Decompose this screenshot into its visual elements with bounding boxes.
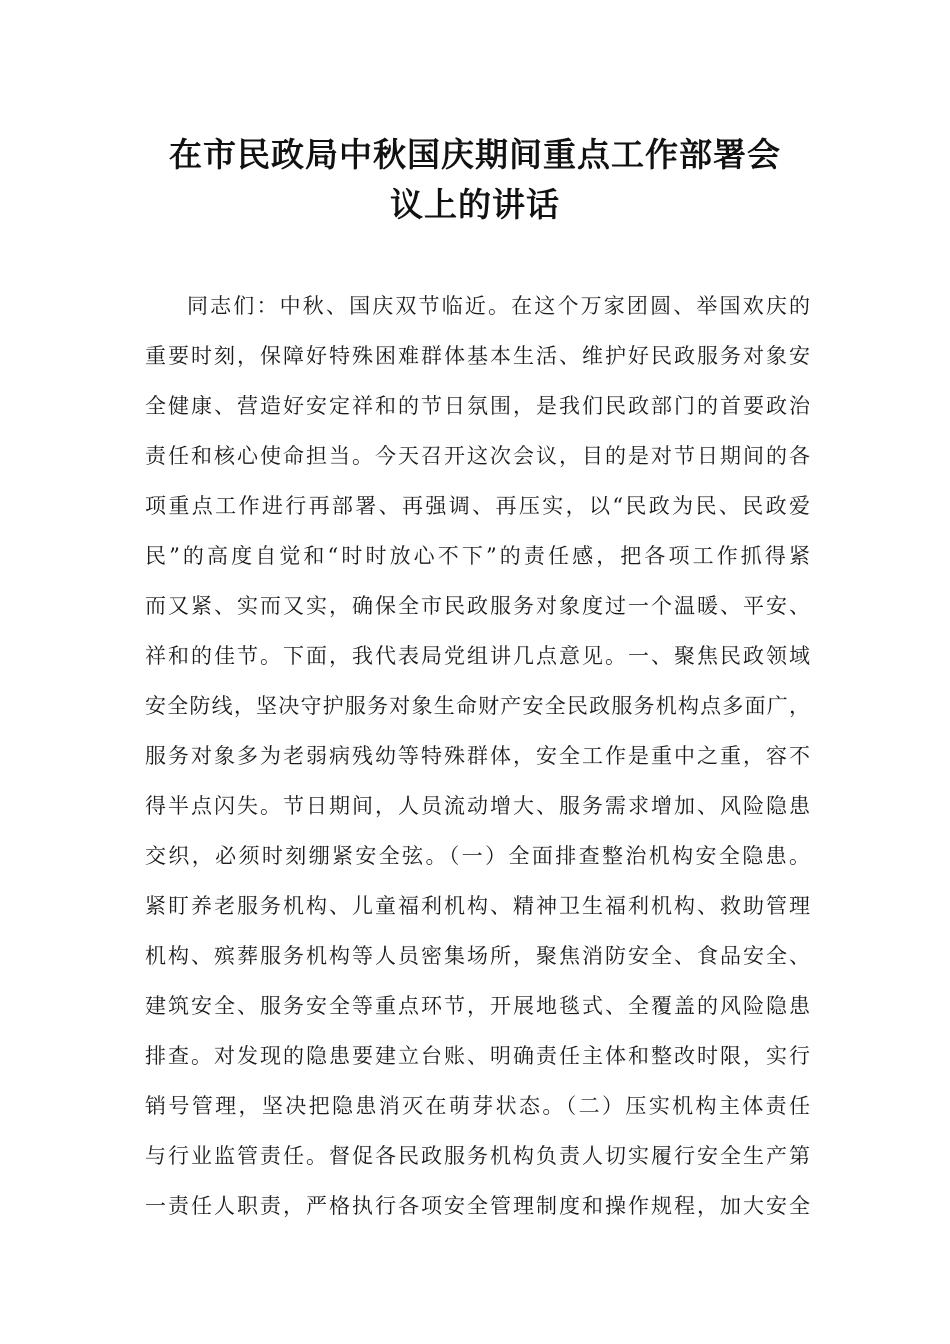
body-line: 责任和核心使命担当。今天召开这次会议，目的是对节日期间的各: [145, 444, 810, 468]
body-line: 得半点闪失。节日期间，人员流动增大、服务需求增加、风险隐患: [145, 794, 810, 818]
body-line: 建筑安全、服务安全等重点环节，开展地毯式、全覆盖的风险隐患: [145, 994, 810, 1018]
body-line: 重要时刻，保障好特殊困难群体基本生活、维护好民政服务对象安: [145, 344, 810, 368]
body-line: 销号管理，坚决把隐患消灭在萌芽状态。（二）压实机构主体责任: [145, 1094, 810, 1118]
document-title: [140, 130, 810, 230]
body-line: 交织，必须时刻绷紧安全弦。（一）全面排查整治机构安全隐患。: [145, 844, 810, 868]
body-line: 项重点工作进行再部署、再强调、再压实，以“民政为民、民政爱: [145, 494, 810, 518]
body-line: 一责任人职责，严格执行各项安全管理制度和操作规程，加大安全: [145, 1194, 810, 1218]
body-line: 机构、殡葬服务机构等人员密集场所，聚焦消防安全、食品安全、: [145, 944, 810, 968]
body-line: 排查。对发现的隐患要建立台账、明确责任主体和整改时限，实行: [145, 1044, 810, 1068]
body-line: 与行业监管责任。督促各民政服务机构负责人切实履行安全生产第: [145, 1144, 810, 1168]
body-line: 同志们：中秋、国庆双节临近。在这个万家团圆、举国欢庆的: [187, 294, 810, 318]
body-line: 服务对象多为老弱病残幼等特殊群体，安全工作是重中之重，容不: [145, 744, 810, 768]
body-line: 安全防线，坚决守护服务对象生命财产安全民政服务机构点多面广，: [145, 694, 810, 718]
body-line: 紧盯养老服务机构、儿童福利机构、精神卫生福利机构、救助管理: [145, 894, 810, 918]
title-line-2: 议上的讲话: [390, 185, 560, 224]
document-body: [145, 281, 810, 1231]
body-line: 民”的高度自觉和“时时放心不下”的责任感，把各项工作抓得紧: [145, 544, 810, 568]
body-line: 祥和的佳节。下面，我代表局党组讲几点意见。一、聚焦民政领域: [145, 644, 810, 668]
title-line-1: 在市民政局中秋国庆期间重点工作部署会: [169, 135, 781, 174]
body-line: 而又紧、实而又实，确保全市民政服务对象度过一个温暖、平安、: [145, 594, 810, 618]
body-line: 全健康、营造好安定祥和的节日氛围，是我们民政部门的首要政治: [145, 394, 810, 418]
